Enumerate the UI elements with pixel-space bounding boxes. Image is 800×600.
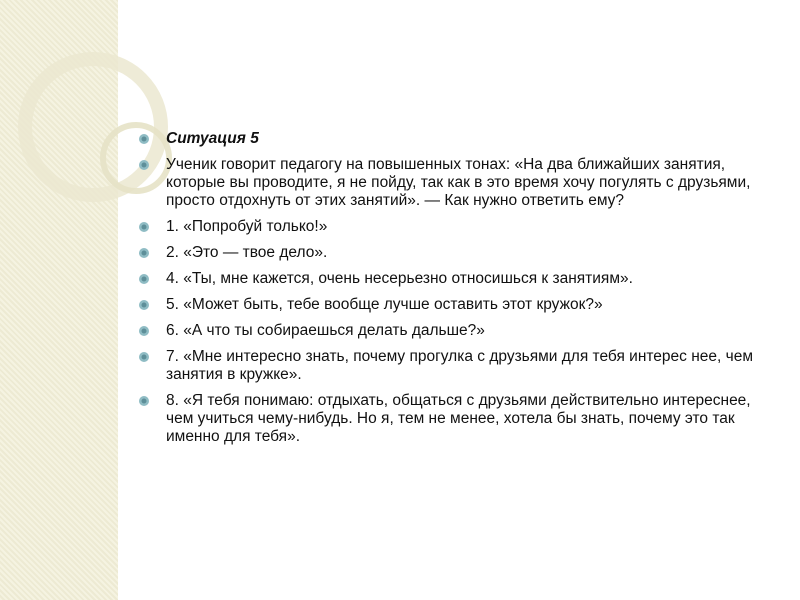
bullet-icon (138, 133, 150, 145)
option-text: 6. «А что ты собираешься делать дальше?» (166, 322, 485, 339)
option-text: 7. «Мне интересно знать, почему прогулка с друзьями для тебя интерес нее, чем занятия в кружке». (166, 348, 753, 383)
option-item (138, 218, 778, 236)
option-text: 5. «Может быть, тебе вообще лучше оставить этот кружок?» (166, 296, 603, 313)
situation-text: Ученик говорит педагогу на повышенных тонах: «На два ближайших занятия, которые вы проводите, я не пойду, так как в это время хочу погулять с друзьями, просто отдохнуть от этих занятий». — Как нужно ответить ему? (166, 156, 751, 209)
heading-item (138, 130, 778, 148)
option-item (138, 244, 778, 262)
bullet-icon (138, 299, 150, 311)
slide-content (138, 130, 778, 454)
intro-item (138, 156, 778, 210)
option-text: 1. «Попробуй только!» (166, 218, 328, 235)
bullet-icon (138, 325, 150, 337)
bullet-icon (138, 159, 150, 171)
option-text: 4. «Ты, мне кажется, очень несерьезно относишься к занятиям». (166, 270, 633, 287)
option-item (138, 348, 778, 384)
situation-heading: Ситуация 5 (166, 130, 259, 147)
option-text: 2. «Это — твое дело». (166, 244, 328, 261)
bullet-icon (138, 221, 150, 233)
option-item (138, 296, 778, 314)
bullet-icon (138, 273, 150, 285)
option-item (138, 270, 778, 288)
bullet-icon (138, 247, 150, 259)
option-item (138, 392, 778, 446)
option-item (138, 322, 778, 340)
option-text: 8. «Я тебя понимаю: отдыхать, общаться с друзьями действительно интереснее, чем учиться чему-нибудь. Но я, тем не менее, хотела бы знать, почему это так именно для тебя». (166, 392, 751, 445)
bullet-icon (138, 351, 150, 363)
bullet-icon (138, 395, 150, 407)
